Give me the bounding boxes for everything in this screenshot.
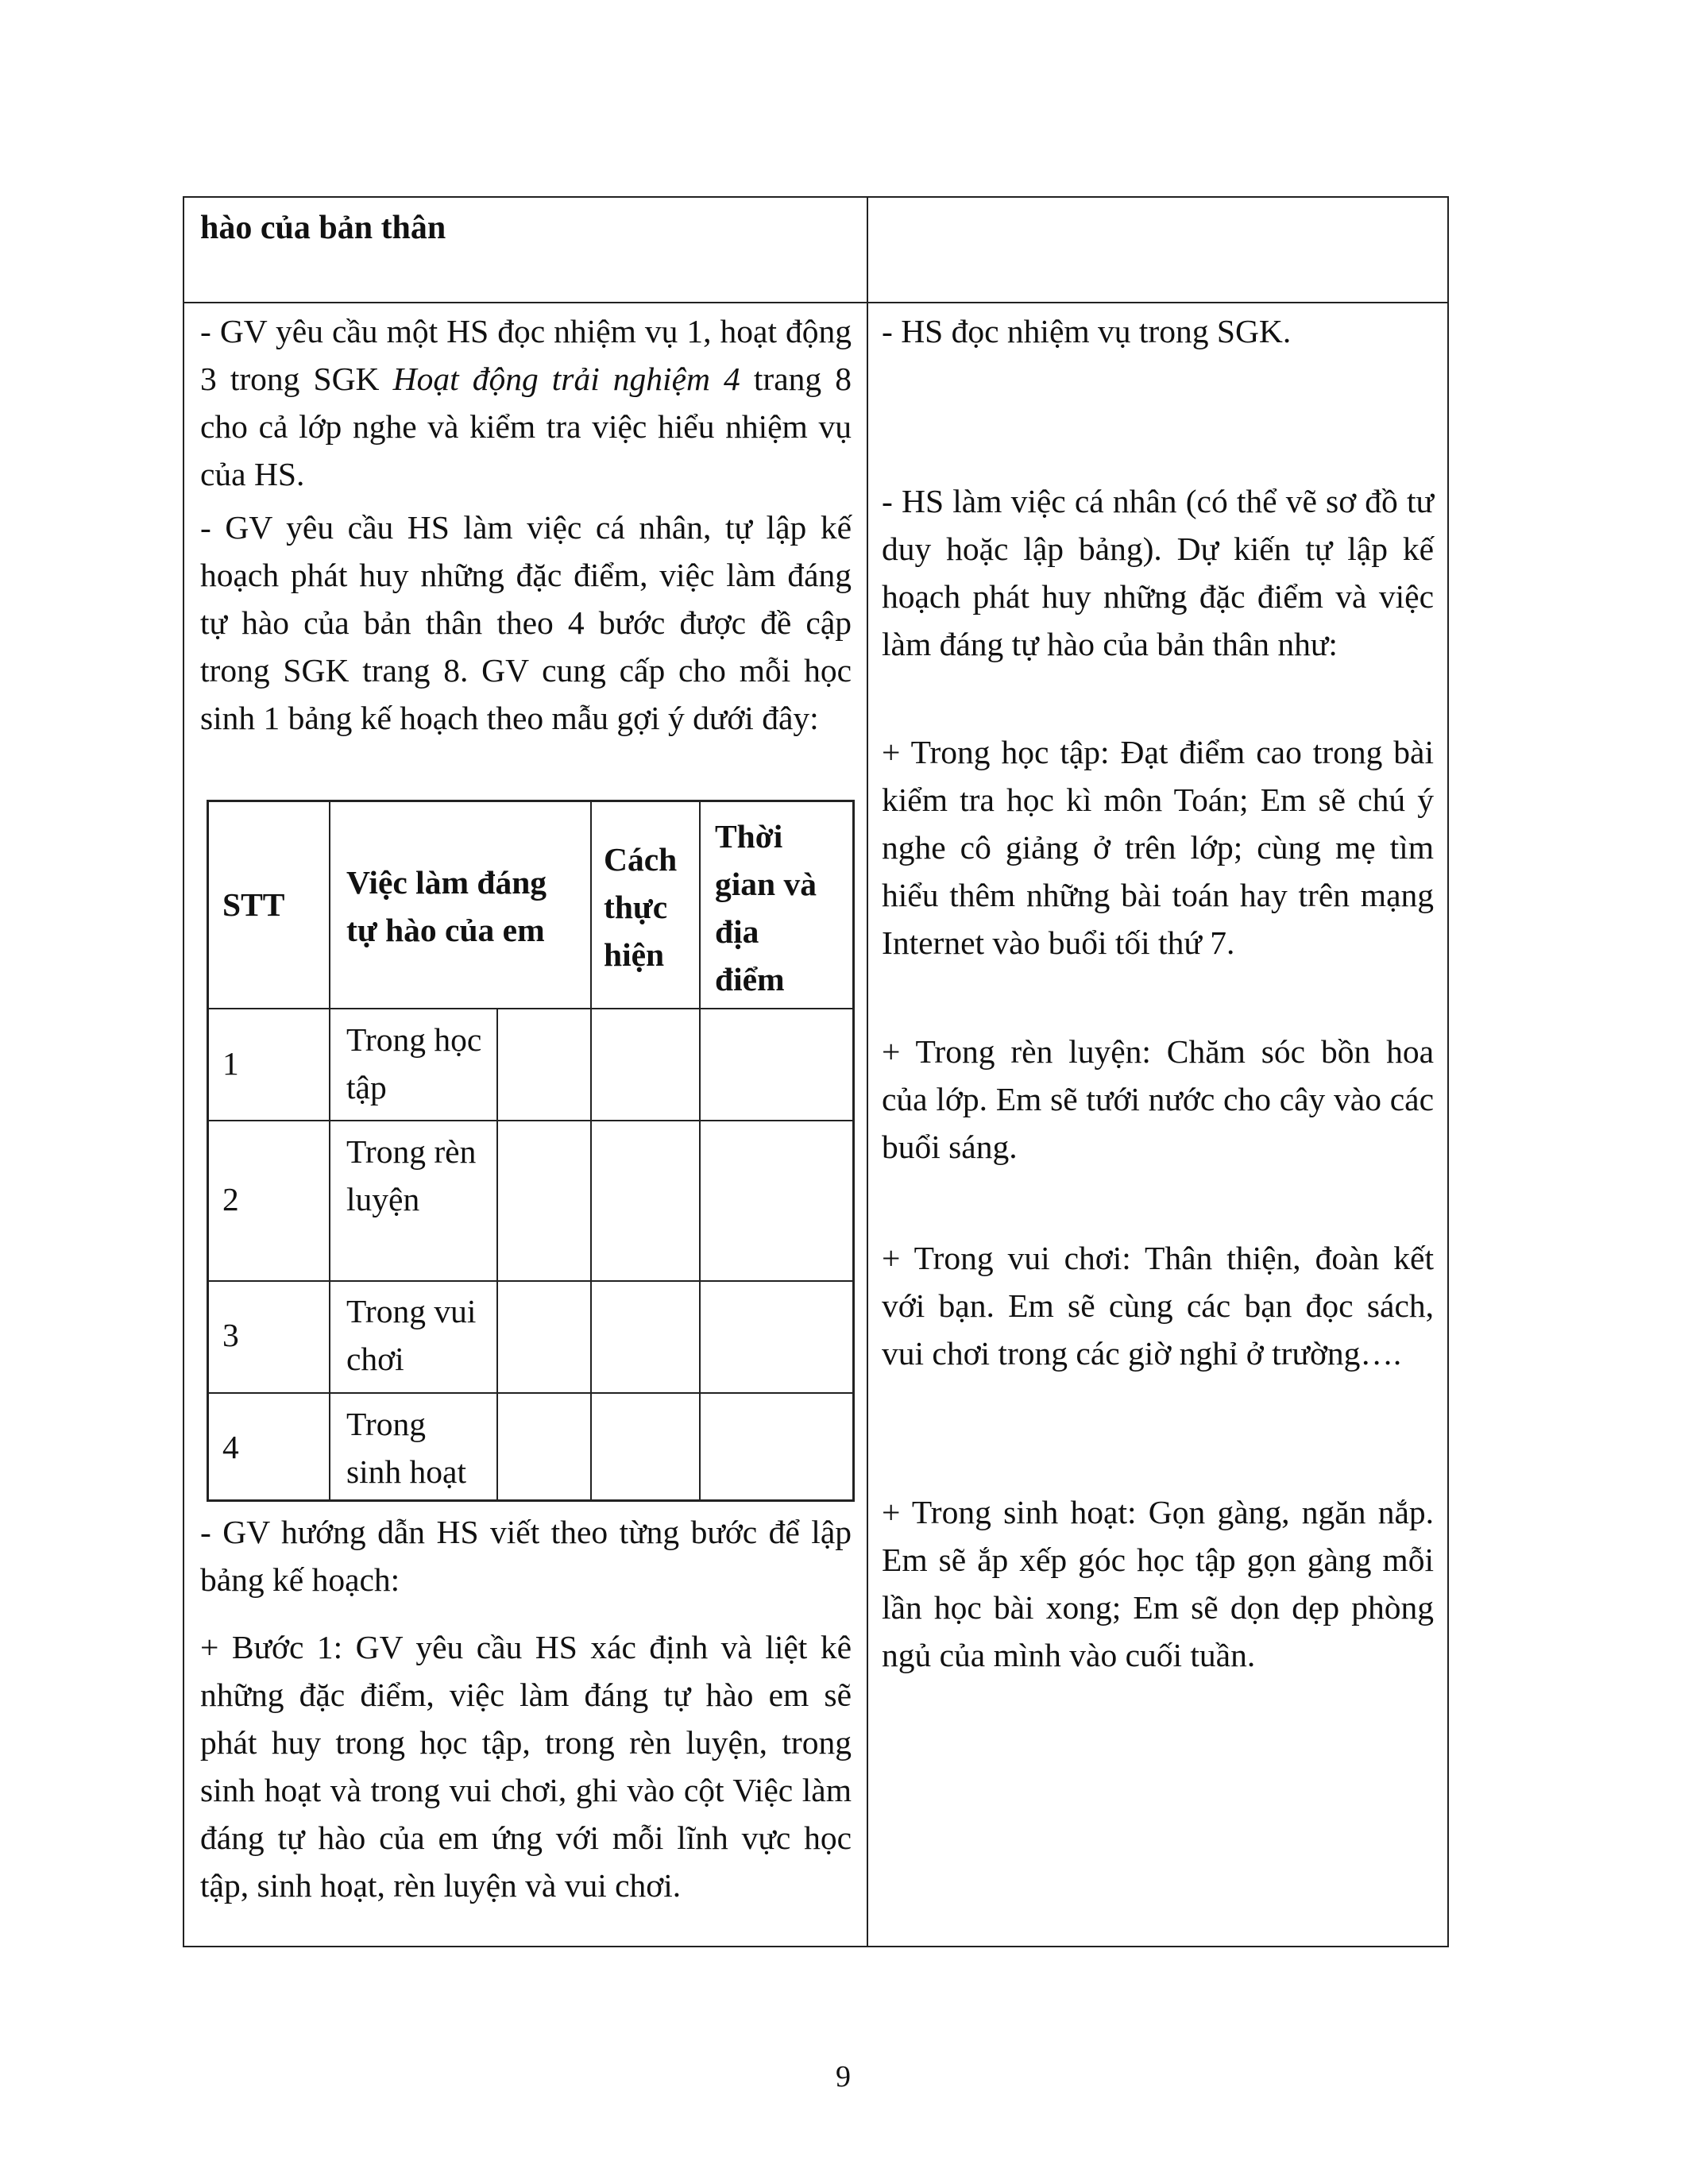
lesson-table bbox=[183, 196, 1449, 1947]
row-1-area: Trong học tập bbox=[346, 1021, 482, 1106]
teacher-step-2: - GV yêu cầu HS làm việc cá nhân, tự lập kế hoạch phát huy những đặc điểm, việc làm đáng tự hào của bản thân theo 4 bước được đề cập trong SGK trang 8. GV cung cấp cho mỗi học sinh 1 bảng kế hoạch theo mẫu gợi ý dưới đây: bbox=[200, 509, 852, 736]
page-number: 9 bbox=[836, 2060, 851, 2093]
header-proud-deeds: Việc làm đáng tự hào của em bbox=[346, 864, 547, 948]
row-3-stt: 3 bbox=[222, 1317, 239, 1353]
teacher-step-1: - GV yêu cầu một HS đọc nhiệm vụ 1, hoạt động 3 trong SGK Hoạt động trải nghiệm 4 trang 8 cho cả lớp nghe và kiểm tra việc hiểu nhiệm vụ của HS. bbox=[200, 313, 852, 492]
teacher-step-3: - GV hướng dẫn HS viết theo từng bước để lập bảng kế hoạch: bbox=[200, 1514, 852, 1598]
header-left-text: hào của bản thân bbox=[200, 210, 446, 246]
student-read-task: - HS đọc nhiệm vụ trong SGK. bbox=[882, 313, 1292, 349]
student-plan-training: + Trong rèn luyện: Chăm sóc bồn hoa của lớp. Em sẽ tưới nước cho cây vào các buổi sáng. bbox=[882, 1033, 1434, 1165]
student-individual-work: - HS làm việc cá nhân (có thể vẽ sơ đồ tư duy hoặc lập bảng). Dự kiến tự lập kế hoạch phát huy những đặc điểm và việc làm đáng tự hào của bản thân như: bbox=[882, 483, 1434, 662]
header-stt: STT bbox=[222, 886, 285, 923]
plan-table bbox=[207, 800, 855, 1502]
row-2-stt: 2 bbox=[222, 1181, 239, 1217]
row-4-stt: 4 bbox=[222, 1429, 239, 1465]
student-plan-play: + Trong vui chơi: Thân thiện, đoàn kết với bạn. Em sẽ cùng các bạn đọc sách, vui chơi trong các giờ nghỉ ở trường…. bbox=[882, 1240, 1434, 1372]
teacher-step-4: + Bước 1: GV yêu cầu HS xác định và liệt kê những đặc điểm, việc làm đáng tự hào em sẽ phát huy trong học tập, trong rèn luyện, trong sinh hoạt và trong vui chơi, ghi vào cột Việc làm đáng tự hào của em ứng với mỗi lĩnh vực học tập, sinh hoạt, rèn luyện và vui chơi. bbox=[200, 1629, 852, 1904]
student-plan-living: + Trong sinh hoạt: Gọn gàng, ngăn nắp. Em sẽ ắp xếp góc học tập gọn gàng mỗi lần học bài xong; Em sẽ dọn dẹp phòng ngủ của mình vào cuối tuần. bbox=[882, 1494, 1434, 1673]
row-2-area: Trong rèn luyện bbox=[346, 1133, 477, 1217]
header-time-place: Thời gian và địa điểm bbox=[715, 818, 817, 997]
row-4-area: Trong sinh hoạt bbox=[346, 1406, 467, 1490]
student-plan-study: + Trong học tập: Đạt điểm cao trong bài kiểm tra học kì môn Toán; Em sẽ chú ý nghe cô giảng ở trên lớp; cùng mẹ tìm hiểu thêm những bài toán hay trên mạng Internet vào buổi tối thứ 7. bbox=[882, 734, 1434, 961]
row-1-stt: 1 bbox=[222, 1045, 239, 1082]
row-divider bbox=[184, 302, 1447, 303]
header-method: Cách thực hiện bbox=[604, 841, 678, 973]
row-3-area: Trong vui chơi bbox=[346, 1293, 477, 1377]
column-divider bbox=[867, 198, 868, 1946]
